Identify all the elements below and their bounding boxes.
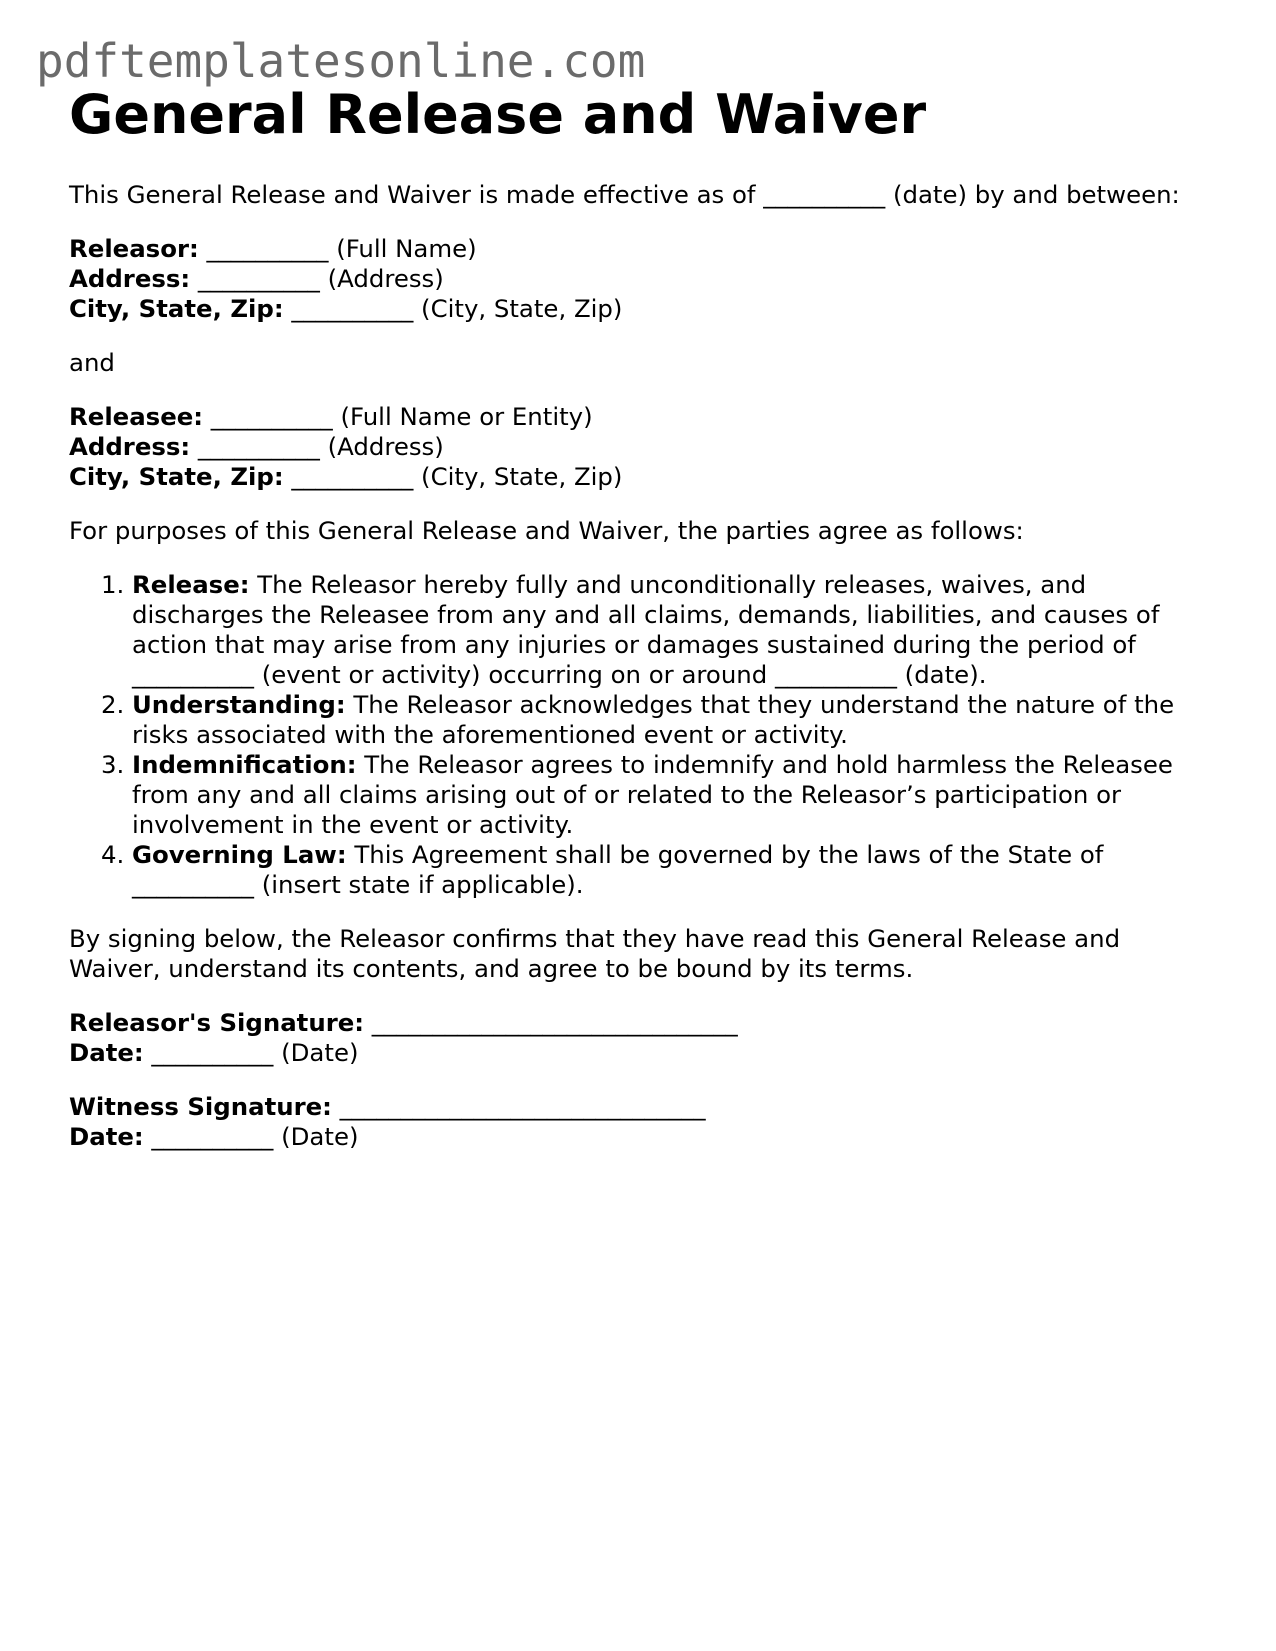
witness-signature-label: Witness Signature:: [69, 1092, 332, 1121]
releasor-date-field[interactable]: __________ (Date): [143, 1038, 359, 1067]
releasee-name-line: [69, 402, 1219, 432]
releasee-address-field[interactable]: __________ (Address): [190, 432, 444, 461]
releasor-address-label: Address:: [69, 264, 191, 293]
releasee-address-line: [69, 432, 1219, 462]
releasor-date-label: Date:: [69, 1038, 144, 1067]
term-label: Indemnification:: [132, 750, 357, 779]
watermark: pdftemplatesonline.com: [36, 34, 646, 88]
witness-signature-block: [69, 1092, 1219, 1152]
term-text: This Agreement shall be governed by the laws of the State of __________ (insert state if applicable).: [132, 840, 1104, 899]
witness-date-line: [69, 1122, 1219, 1152]
releasor-signature-block: [69, 1008, 1219, 1068]
releasor-signature-label: Releasor's Signature:: [69, 1008, 365, 1037]
releasee-city-line: [69, 462, 1219, 492]
releasor-address-field[interactable]: __________ (Address): [190, 264, 444, 293]
term-text: The Releasor hereby fully and unconditionally releases, waives, and discharges the Releasee from any and all claims, demands, liabilities, and causes of action that may arise from any injuries or damages sustained during the period of __________ (event or activity) occurring on or around __________ (date).: [132, 570, 1160, 689]
releasee-city-field[interactable]: __________ (City, State, Zip): [283, 462, 623, 491]
releasor-signature-line: [69, 1008, 1219, 1038]
term-indemnification: [132, 750, 1219, 840]
releasor-date-line: [69, 1038, 1219, 1068]
intro-paragraph: This General Release and Waiver is made effective as of __________ (date) by and between:: [69, 180, 1180, 209]
releasee-address-label: Address:: [69, 432, 191, 461]
witness-signature-field[interactable]: ______________________________: [331, 1092, 706, 1121]
term-label: Understanding:: [132, 690, 346, 719]
and-text: and: [69, 348, 115, 377]
document-title: General Release and Waiver: [69, 83, 927, 146]
terms-list: [69, 570, 1219, 900]
releasor-signature-field[interactable]: ______________________________: [364, 1008, 738, 1037]
releasor-name-field[interactable]: __________ (Full Name): [198, 234, 477, 263]
term-governing-law: [132, 840, 1219, 900]
releasor-city-label: City, State, Zip:: [69, 294, 284, 323]
term-understanding: [132, 690, 1219, 750]
term-release: [132, 570, 1219, 690]
purposes-paragraph: For purposes of this General Release and Waiver, the parties agree as follows:: [69, 516, 1024, 545]
releasee-name-field[interactable]: __________ (Full Name or Entity): [203, 402, 593, 431]
term-text: The Releasor acknowledges that they understand the nature of the risks associated with the aforementioned event or activity.: [132, 690, 1175, 749]
releasee-name-label: Releasee:: [69, 402, 204, 431]
term-label: Governing Law:: [132, 840, 347, 869]
releasee-city-label: City, State, Zip:: [69, 462, 284, 491]
witness-date-label: Date:: [69, 1122, 144, 1151]
releasor-name-label: Releasor:: [69, 234, 199, 263]
term-text: The Releasor agrees to indemnify and hold harmless the Releasee from any and all claims arising out of or related to the Releasor’s participation or involvement in the event or activity.: [132, 750, 1173, 839]
releasor-block: [69, 234, 1219, 324]
witness-date-field[interactable]: __________ (Date): [143, 1122, 359, 1151]
document-body: [69, 180, 1219, 1176]
closing-paragraph: By signing below, the Releasor confirms that they have read this General Release and Waiver, understand its contents, and agree to be bound by its terms.: [69, 924, 1121, 983]
releasor-address-line: [69, 264, 1219, 294]
releasee-block: [69, 402, 1219, 492]
releasor-name-line: [69, 234, 1219, 264]
term-label: Release:: [132, 570, 250, 599]
witness-signature-line: [69, 1092, 1219, 1122]
releasor-city-line: [69, 294, 1219, 324]
releasor-city-field[interactable]: __________ (City, State, Zip): [283, 294, 623, 323]
